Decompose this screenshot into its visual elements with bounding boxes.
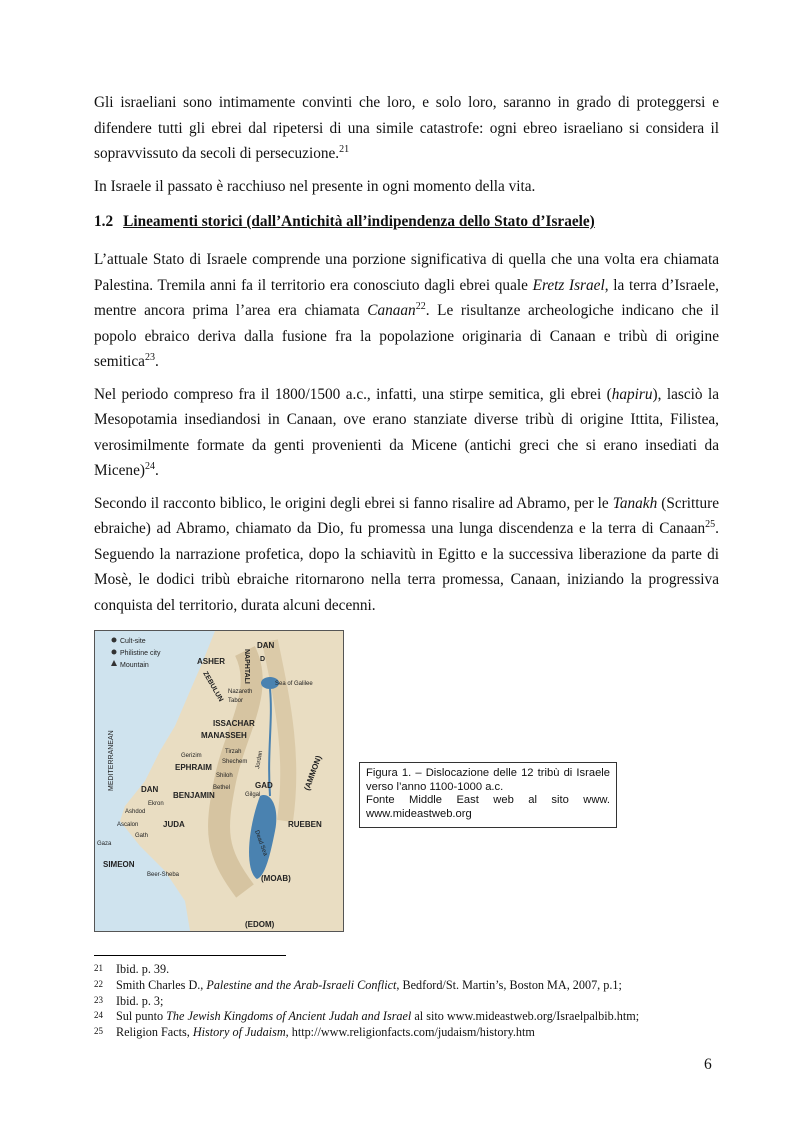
svg-text:Dead Sea: Dead Sea <box>253 829 268 857</box>
svg-text:GAD: GAD <box>255 781 273 790</box>
footnote-ref-23[interactable]: 23 <box>144 351 155 363</box>
footnote-24: 24 Sul punto The Jewish Kingdoms of Ancient Judah and Israel al sito www.mideastweb.org/Israelpalbib.htm; <box>94 1009 640 1024</box>
svg-text:NAPHTALI: NAPHTALI <box>243 649 250 684</box>
svg-text:ISSACHAR: ISSACHAR <box>213 719 255 728</box>
figure-1 <box>94 630 719 935</box>
svg-text:Tabor: Tabor <box>228 698 244 704</box>
svg-text:Beer-Sheba: Beer-Sheba <box>147 872 180 878</box>
page-number: 6 <box>704 1056 712 1073</box>
svg-text:Jordan: Jordan <box>255 750 265 770</box>
svg-text:Bethel: Bethel <box>213 785 231 791</box>
svg-text:BENJAMIN: BENJAMIN <box>173 791 215 800</box>
caption-title: Figura 1. – Dislocazione delle 12 tribù di Israele verso l’anno 1100-1000 a.c. <box>366 767 610 793</box>
figure-caption <box>359 762 617 828</box>
paragraph-1: Gli israeliani sono intimamente convinti che loro, e solo loro, saranno in grado di proteggersi e difendere tutti gli ebrei dal ripetersi di una simile catastrofe: ogni ebreo israeliano si considera il sopravvissuto da secoli di persecuzione.$^{21}$ <box>94 94 719 162</box>
footnote-ref-24[interactable]: 24 <box>144 460 155 472</box>
svg-text:JUDA: JUDA <box>163 820 185 829</box>
footnote-25: 25 Religion Facts, History of Judaism, http://www.religionfacts.com/judaism/history.htm <box>94 1025 535 1040</box>
footnotes <box>94 962 734 1041</box>
svg-text:D: D <box>260 656 266 663</box>
svg-text:DAN: DAN <box>141 785 159 794</box>
section-number: 1.2 <box>94 213 114 230</box>
paragraph-3: L’attuale Stato di Israele comprende una porzione significativa di quella che una volta era chiamata Palestina. Tremila anni fa il territorio era conosciuto dagli ebrei quale Eretz Israel, la terra d’Israele, mentre ancora prima l’area era chiamata Canaan$^{22}$. Le risultanze archeologiche indicano che il popolo ebraico deriva dalla fusione fra la popolazione originaria di Canaan e tribù di origine semitica$^{23}$. <box>94 251 719 370</box>
tribes-map <box>94 630 344 932</box>
footnote-23: 23 Ibid. p. 3; <box>94 993 164 1008</box>
svg-text:EPHRAIM: EPHRAIM <box>175 763 212 772</box>
svg-text:Shiloh: Shiloh <box>216 773 233 779</box>
svg-text:Sea of Galilee: Sea of Galilee <box>275 681 313 687</box>
svg-text:SIMEON: SIMEON <box>103 860 135 869</box>
svg-text:MEDITERRANEAN: MEDITERRANEAN <box>108 730 115 791</box>
svg-text:RUEBEN: RUEBEN <box>288 820 322 829</box>
page-body <box>94 90 719 935</box>
section-heading <box>94 213 719 231</box>
svg-text:MANASSEH: MANASSEH <box>201 731 247 740</box>
footnote-divider <box>94 955 286 956</box>
svg-text:ZEBULUN: ZEBULUN <box>201 670 225 703</box>
svg-text:DAN: DAN <box>257 641 275 650</box>
svg-text:Cult-site: Cult-site <box>120 638 146 645</box>
paragraph-2: In Israele il passato è racchiuso nel presente in ogni momento della vita. <box>94 177 536 195</box>
svg-text:Gerizim: Gerizim <box>181 753 202 759</box>
footnote-21: 21 Ibid. p. 39. <box>94 962 170 976</box>
svg-text:Gilgal: Gilgal <box>245 792 261 798</box>
svg-text:Gath: Gath <box>135 833 149 839</box>
svg-text:Philistine city: Philistine city <box>120 650 161 657</box>
footnote-ref-25[interactable]: 25 <box>705 518 716 530</box>
svg-text:Ashdod: Ashdod <box>125 809 146 815</box>
footnote-22: 22 Smith Charles D., Palestine and the Arab-Israeli Conflict, Bedford/St. Martin’s, Boston MA, 2007, p.1; <box>94 977 622 992</box>
svg-text:ASHER: ASHER <box>197 657 226 666</box>
map-drawing <box>95 631 343 931</box>
svg-text:Tirzah: Tirzah <box>225 749 242 755</box>
svg-text:(AMMON): (AMMON) <box>302 754 324 792</box>
svg-text:(MOAB): (MOAB) <box>261 874 291 883</box>
footnote-ref-22[interactable]: 22 <box>415 300 426 312</box>
svg-text:Ascalon: Ascalon <box>117 822 139 828</box>
svg-text:(EDOM): (EDOM) <box>245 920 275 929</box>
caption-source[interactable]: Fonte Middle East web al sito www. www.mideastweb.org <box>366 794 610 820</box>
svg-text:Ekron: Ekron <box>148 801 164 807</box>
svg-text:Gaza: Gaza <box>97 841 112 847</box>
svg-text:Nazareth: Nazareth <box>228 689 253 695</box>
footnote-ref-21[interactable]: 21 <box>339 143 350 155</box>
svg-text:Mountain: Mountain <box>120 662 149 669</box>
paragraph-5: Secondo il racconto biblico, le origini degli ebrei si fanno risalire ad Abramo, per le Tanakh (Scritture ebraiche) ad Abramo, chiamato da Dio, fu promessa una lunga discendenza e la terra di Canaan$^{25}$. Seguendo la narrazione profetica, dopo la schiavitù in Egitto e la successiva liberazione da parte di Mosè, le dodici tribù ebraiche ritornarono nella terra promessa, Canaan, iniziando la progressiva conquista del territorio, durata alcuni decenni. <box>94 494 719 614</box>
section-title: Lineamenti storici (dall’Antichità all’indipendenza dello Stato d’Israele) <box>123 213 595 230</box>
paragraph-4: Nel periodo compreso fra il 1800/1500 a.c., infatti, una stirpe semitica, gli ebrei (hapiru), lasciò la Mesopotamia insediandosi in Canaan, ove erano stanziate diverse tribù di origine Ittita, Filistea, verosimilmente formate da genti provenienti da Micene (antichi greci che si erano insediati da Micene)$^{24}$. <box>94 385 719 479</box>
svg-text:Shechem: Shechem <box>222 759 248 765</box>
